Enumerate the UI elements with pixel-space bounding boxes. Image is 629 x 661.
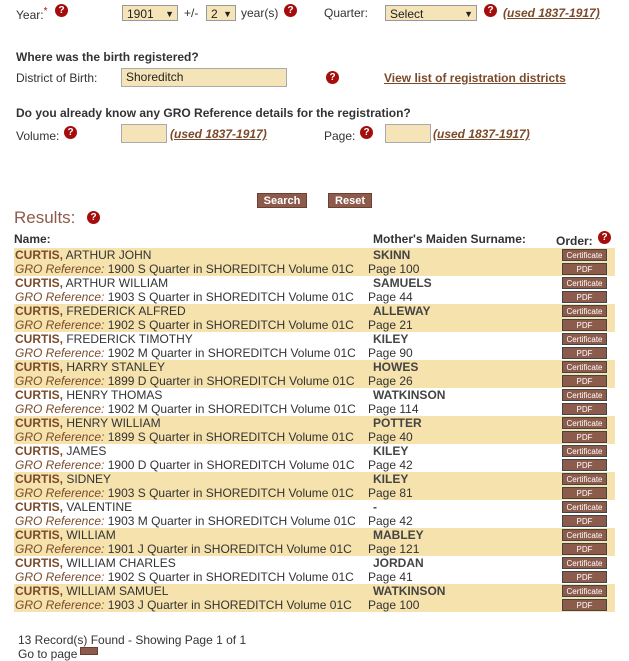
table-row [14,248,615,276]
table-row [14,332,615,360]
district-input[interactable]: Shoreditch [121,68,287,87]
gro-ref-value: 1900 D Quarter in SHOREDITCH Volume 01C [107,458,355,472]
table-row [14,556,615,584]
surname: CURTIS, [15,444,63,458]
surname: CURTIS, [15,388,63,402]
surname: CURTIS, [15,304,63,318]
gro-label: GRO Reference: [15,598,105,612]
mother-maiden-surname: KILEY [373,444,409,458]
gro-ref-value: 1902 S Quarter in SHOREDITCH Volume 01C [107,318,354,332]
gro-reference [15,402,356,416]
surname: CURTIS, [15,556,63,570]
forenames: HARRY STANLEY [66,360,166,374]
pdf-button[interactable]: PDF [562,487,607,499]
pdf-button[interactable]: PDF [562,347,607,359]
certificate-button[interactable]: Certificate [562,557,607,569]
quarter-help-icon[interactable]: ? [484,4,497,17]
forenames: FREDERICK TIMOTHY [66,332,193,346]
table-row [14,388,615,416]
person-name [15,556,176,570]
person-name [15,584,168,598]
gro-page: Page 81 [368,486,413,500]
pdf-button[interactable]: PDF [562,515,607,527]
gro-reference [15,514,356,528]
person-name [15,416,161,430]
gro-label: GRO Reference: [15,262,105,276]
table-row [14,360,615,388]
volume-label: Volume: [16,129,60,143]
search-button[interactable]: Search [257,193,307,208]
pdf-button[interactable]: PDF [562,263,607,275]
mother-maiden-surname: POTTER [373,416,422,430]
gro-label: GRO Reference: [15,430,105,444]
gro-page: Page 100 [368,598,420,612]
range-suffix: year(s) [241,6,279,20]
plusminus-label: +/- [184,6,199,20]
pdf-button[interactable]: PDF [562,291,607,303]
year-select[interactable]: 1901 ▼ [122,5,178,21]
chevron-down-icon: ▼ [165,9,174,19]
mother-maiden-surname: SAMUELS [373,276,432,290]
certificate-button[interactable]: Certificate [562,501,607,513]
page-help-icon[interactable]: ? [360,126,373,139]
gro-page: Page 40 [368,430,413,444]
surname: CURTIS, [15,500,63,514]
gro-label: GRO Reference: [15,318,105,332]
page-used-link[interactable]: (used 1837-1917) [433,127,530,141]
gro-ref-value: 1903 S Quarter in SHOREDITCH Volume 01C [107,486,354,500]
surname: CURTIS, [15,332,63,346]
gro-label: GRO Reference: [15,486,105,500]
person-name [15,276,168,290]
table-row [14,304,615,332]
gro-reference [15,430,354,444]
person-name [15,528,116,542]
forenames: HENRY WILLIAM [66,416,161,430]
gro-page: Page 90 [368,346,413,360]
district-help-icon[interactable]: ? [326,71,339,84]
pdf-button[interactable]: PDF [562,459,607,471]
gro-page: Page 42 [368,514,413,528]
year-label: Year:* [16,6,48,22]
surname: CURTIS, [15,360,63,374]
certificate-button[interactable]: Certificate [562,305,607,317]
gro-ref-value: 1903 M Quarter in SHOREDITCH Volume 01C [107,514,356,528]
records-found: 13 Record(s) Found - Showing Page 1 of 1 [18,633,247,647]
district-label: District of Birth: [16,71,98,85]
gro-reference [15,598,352,612]
volume-help-icon[interactable]: ? [64,126,77,139]
gro-reference [15,374,354,388]
pdf-button[interactable]: PDF [562,599,607,611]
col-name-header: Name: [14,232,51,246]
volume-used-link[interactable]: (used 1837-1917) [170,127,267,141]
forenames: HENRY THOMAS [66,388,163,402]
mother-maiden-surname: KILEY [373,472,409,486]
mother-maiden-surname: HOWES [373,360,419,374]
forenames: VALENTINE [66,500,133,514]
page-input[interactable] [385,124,431,143]
col-maiden-header: Mother's Maiden Surname: [373,232,526,246]
person-name [15,472,111,486]
range-help-icon[interactable]: ? [284,4,297,17]
pdf-button[interactable]: PDF [562,543,607,555]
mother-maiden-surname: JORDAN [373,556,424,570]
gro-page: Page 41 [368,570,413,584]
col-order-header: Order: [556,234,593,248]
person-name [15,360,165,374]
volume-input[interactable] [121,124,167,143]
gro-reference [15,458,354,472]
pdf-button[interactable]: PDF [562,431,607,443]
certificate-button[interactable]: Certificate [562,445,607,457]
table-row [14,444,615,472]
mother-maiden-surname: - [373,500,377,514]
gro-ref-value: 1902 S Quarter in SHOREDITCH Volume 01C [107,570,354,584]
pdf-button[interactable]: PDF [562,403,607,415]
table-row [14,472,615,500]
gro-ref-value: 1900 S Quarter in SHOREDITCH Volume 01C [107,262,354,276]
gro-label: GRO Reference: [15,570,105,584]
pdf-button[interactable]: PDF [562,319,607,331]
mother-maiden-surname: KILEY [373,332,409,346]
gro-ref-value: 1901 J Quarter in SHOREDITCH Volume 01C [107,542,352,556]
gro-page: Page 44 [368,290,413,304]
gro-page: Page 26 [368,374,413,388]
quarter-select[interactable]: Select ▼ [385,5,477,21]
range-select[interactable]: 2 ▼ [206,5,236,21]
gro-label: GRO Reference: [15,402,105,416]
person-name [15,500,132,514]
gro-reference [15,570,354,584]
surname: CURTIS, [15,248,63,262]
gro-reference [15,542,352,556]
order-help-icon[interactable]: ? [598,231,611,244]
gro-ref-value: 1903 S Quarter in SHOREDITCH Volume 01C [107,290,354,304]
surname: CURTIS, [15,472,63,486]
gro-page: Page 21 [368,318,413,332]
goto-page-button[interactable] [80,647,98,655]
forenames: ARTHUR JOHN [65,248,152,262]
gro-page: Page 121 [368,542,420,556]
certificate-button[interactable]: Certificate [562,333,607,345]
gro-page: Page 100 [368,262,420,276]
gro-ref-value: 1902 M Quarter in SHOREDITCH Volume 01C [107,402,356,416]
gro-ref-value: 1899 D Quarter in SHOREDITCH Volume 01C [107,374,355,388]
gro-reference [15,486,354,500]
pdf-button[interactable]: PDF [562,571,607,583]
surname: CURTIS, [15,528,63,542]
certificate-button[interactable]: Certificate [562,417,607,429]
person-name [15,304,186,318]
goto-page-label: Go to page [18,647,78,661]
gro-label: GRO Reference: [15,374,105,388]
gro-page: Page 42 [368,458,413,472]
forenames: WILLIAM CHARLES [66,556,176,570]
forenames: WILLIAM [66,528,116,542]
table-row [14,416,615,444]
gro-label: GRO Reference: [15,346,105,360]
gro-page: Page 114 [368,402,419,416]
certificate-button[interactable]: Certificate [562,585,607,597]
birth-heading: Where was the birth registered? [16,50,199,64]
gro-reference [15,290,354,304]
person-name [15,444,106,458]
results-heading: Results: [14,208,76,227]
surname: CURTIS, [15,276,63,290]
gro-ref-value: 1899 S Quarter in SHOREDITCH Volume 01C [107,430,354,444]
mother-maiden-surname: MABLEY [373,528,424,542]
forenames: ARTHUR WILLIAM [65,276,169,290]
gro-reference [15,346,356,360]
quarter-used-link[interactable]: (used 1837-1917) [503,6,600,20]
person-name [15,332,193,346]
mother-maiden-surname: ALLEWAY [373,304,431,318]
gro-label: GRO Reference: [15,458,105,472]
surname: CURTIS, [15,416,63,430]
page-label: Page: [324,129,356,143]
gro-heading: Do you already know any GRO Reference details for the registration? [16,106,411,120]
quarter-label: Quarter: [324,6,369,20]
forenames: FREDERICK ALFRED [66,304,186,318]
table-row [14,528,615,556]
gro-ref-value: 1903 J Quarter in SHOREDITCH Volume 01C [107,598,352,612]
mother-maiden-surname: SKINN [373,248,411,262]
table-row [14,500,615,528]
certificate-button[interactable]: Certificate [562,473,607,485]
gro-label: GRO Reference: [15,542,105,556]
results-help-icon[interactable]: ? [87,211,100,224]
forenames: SIDNEY [66,472,112,486]
gro-reference [15,318,354,332]
year-help-icon[interactable]: ? [55,4,68,17]
surname: CURTIS, [15,584,63,598]
chevron-down-icon: ▼ [464,9,473,19]
gro-label: GRO Reference: [15,514,105,528]
pdf-button[interactable]: PDF [562,375,607,387]
mother-maiden-surname: WATKINSON [373,388,446,402]
table-row [14,276,615,304]
gro-ref-value: 1902 M Quarter in SHOREDITCH Volume 01C [107,346,356,360]
certificate-button[interactable]: Certificate [562,361,607,373]
certificate-button[interactable]: Certificate [562,277,607,289]
reset-button[interactable]: Reset [328,193,372,208]
gro-reference [15,262,354,276]
mother-maiden-surname: WATKINSON [373,584,446,598]
gro-label: GRO Reference: [15,290,105,304]
certificate-button[interactable]: Certificate [562,389,607,401]
forenames: JAMES [66,444,107,458]
chevron-down-icon: ▼ [223,9,232,19]
certificate-button[interactable]: Certificate [562,529,607,541]
person-name [15,388,162,402]
certificate-button[interactable]: Certificate [562,249,607,261]
person-name [15,248,151,262]
forenames: WILLIAM SAMUEL [66,584,169,598]
table-row [14,584,615,612]
district-list-link[interactable]: View list of registration districts [384,71,566,85]
